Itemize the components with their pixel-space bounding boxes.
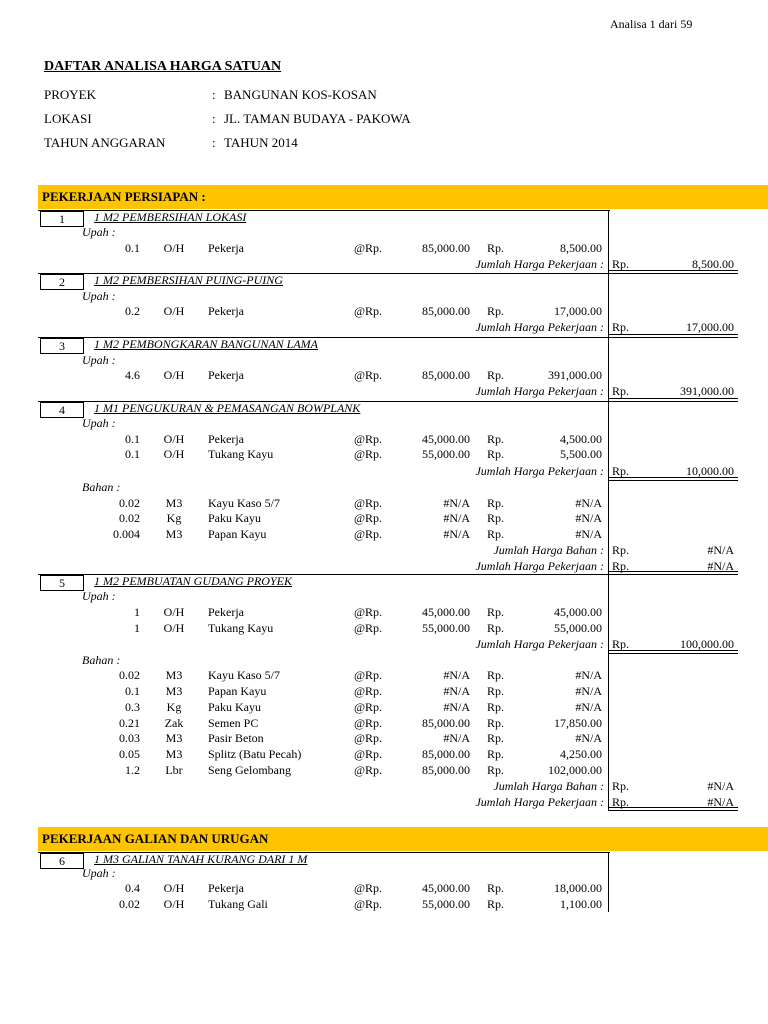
total-prefix: Rp. bbox=[487, 881, 505, 895]
total-prefix: Rp. bbox=[487, 747, 505, 761]
unit-price: 85,000.00 bbox=[422, 747, 470, 761]
component-name: Tukang Gali bbox=[208, 897, 268, 911]
sum-value: 391,000.00 bbox=[680, 384, 734, 398]
unit: Zak bbox=[164, 716, 184, 730]
total-prefix: Rp. bbox=[487, 241, 505, 255]
price-prefix: @Rp. bbox=[354, 684, 383, 698]
line-total: 8,500.00 bbox=[560, 241, 602, 255]
unit-price: #N/A bbox=[443, 527, 470, 541]
price-prefix: @Rp. bbox=[354, 496, 383, 510]
unit: M3 bbox=[165, 684, 183, 698]
component-name: Pekerja bbox=[208, 304, 244, 318]
coefficient: 0.004 bbox=[113, 527, 140, 541]
column-divider bbox=[608, 337, 609, 401]
sum-value: 100,000.00 bbox=[680, 637, 734, 651]
total-prefix: Rp. bbox=[487, 605, 505, 619]
unit: O/H bbox=[163, 241, 185, 255]
item-separator bbox=[38, 852, 610, 853]
meta-colon: : bbox=[212, 111, 216, 126]
item-number: 1 bbox=[40, 211, 84, 227]
total-prefix: Rp. bbox=[487, 731, 505, 745]
total-underline bbox=[608, 807, 738, 811]
coefficient: 0.2 bbox=[125, 304, 140, 318]
meta-label: PROYEK bbox=[44, 87, 97, 102]
price-prefix: @Rp. bbox=[354, 304, 383, 318]
price-prefix: @Rp. bbox=[354, 897, 383, 911]
component-name: Pekerja bbox=[208, 432, 244, 446]
total-prefix: Rp. bbox=[487, 432, 505, 446]
unit-price: 55,000.00 bbox=[422, 897, 470, 911]
component-name: Papan Kayu bbox=[208, 684, 267, 698]
meta-value: BANGUNAN KOS-KOSAN bbox=[224, 87, 377, 102]
sum-value: 8,500.00 bbox=[692, 257, 734, 271]
unit: M3 bbox=[165, 731, 183, 745]
sum-prefix: Rp. bbox=[612, 464, 630, 478]
unit: M3 bbox=[165, 747, 183, 761]
column-divider bbox=[608, 210, 609, 273]
total-prefix: Rp. bbox=[487, 368, 505, 382]
total-underline bbox=[608, 477, 738, 481]
unit-price: 85,000.00 bbox=[422, 763, 470, 777]
upah-label: Upah : bbox=[82, 589, 116, 603]
sum-label: Jumlah Harga Pekerjaan : bbox=[475, 257, 604, 271]
line-total: 18,000.00 bbox=[554, 881, 602, 895]
item-title: 1 M3 GALIAN TANAH KURANG DARI 1 M bbox=[94, 852, 308, 866]
sum-label: Jumlah Harga Bahan : bbox=[493, 779, 604, 793]
total-prefix: Rp. bbox=[487, 304, 505, 318]
sum-value: #N/A bbox=[707, 795, 734, 809]
component-name: Kayu Kaso 5/7 bbox=[208, 668, 280, 682]
sum-label: Jumlah Harga Pekerjaan : bbox=[475, 464, 604, 478]
upah-label: Upah : bbox=[82, 289, 116, 303]
price-prefix: @Rp. bbox=[354, 621, 383, 635]
item-number: 3 bbox=[40, 338, 84, 354]
component-name: Splitz (Batu Pecah) bbox=[208, 747, 302, 761]
sum-value: #N/A bbox=[707, 543, 734, 557]
unit: O/H bbox=[163, 432, 185, 446]
item-separator bbox=[38, 401, 610, 402]
bahan-label: Bahan : bbox=[82, 653, 121, 667]
unit-price: 45,000.00 bbox=[422, 881, 470, 895]
bahan-label: Bahan : bbox=[82, 480, 121, 494]
line-total: 5,500.00 bbox=[560, 447, 602, 461]
item-number: 4 bbox=[40, 402, 84, 418]
total-prefix: Rp. bbox=[487, 897, 505, 911]
total-prefix: Rp. bbox=[487, 511, 505, 525]
total-underline bbox=[608, 398, 738, 402]
unit-price: 45,000.00 bbox=[422, 605, 470, 619]
coefficient: 1 bbox=[134, 605, 140, 619]
line-total: 102,000.00 bbox=[548, 763, 602, 777]
unit-price: #N/A bbox=[443, 511, 470, 525]
item-separator bbox=[38, 337, 610, 338]
sum-prefix: Rp. bbox=[612, 795, 630, 809]
page-number: Analisa 1 dari 59 bbox=[610, 17, 693, 31]
item-title: 1 M2 PEMBUATAN GUDANG PROYEK bbox=[94, 574, 292, 588]
price-prefix: @Rp. bbox=[354, 511, 383, 525]
sum-value: #N/A bbox=[707, 559, 734, 573]
total-underline bbox=[608, 334, 738, 338]
unit: M3 bbox=[165, 527, 183, 541]
sum-prefix: Rp. bbox=[612, 779, 630, 793]
component-name: Pekerja bbox=[208, 368, 244, 382]
sum-value: 17,000.00 bbox=[686, 320, 734, 334]
unit: Kg bbox=[166, 700, 182, 714]
line-total: 17,000.00 bbox=[554, 304, 602, 318]
total-prefix: Rp. bbox=[487, 700, 505, 714]
item-number: 6 bbox=[40, 853, 84, 869]
component-name: Paku Kayu bbox=[208, 700, 261, 714]
item-title: 1 M2 PEMBERSIHAN LOKASI bbox=[94, 210, 247, 224]
item-title: 1 M1 PENGUKURAN & PEMASANGAN BOWPLANK bbox=[94, 401, 361, 415]
coefficient: 0.3 bbox=[125, 700, 140, 714]
coefficient: 1 bbox=[134, 621, 140, 635]
line-total: #N/A bbox=[575, 731, 602, 745]
unit: O/H bbox=[163, 368, 185, 382]
unit-price: 85,000.00 bbox=[422, 368, 470, 382]
unit: O/H bbox=[163, 447, 185, 461]
unit: O/H bbox=[163, 881, 185, 895]
section-title: PEKERJAAN PERSIAPAN : bbox=[42, 189, 206, 204]
upah-label: Upah : bbox=[82, 225, 116, 239]
column-divider bbox=[608, 852, 609, 912]
coefficient: 0.02 bbox=[119, 668, 140, 682]
component-name: Papan Kayu bbox=[208, 527, 267, 541]
price-prefix: @Rp. bbox=[354, 747, 383, 761]
meta-colon: : bbox=[212, 135, 216, 150]
column-divider bbox=[608, 574, 609, 810]
item-title: 1 M2 PEMBERSIHAN PUING-PUING bbox=[94, 273, 283, 287]
component-name: Pasir Beton bbox=[208, 731, 264, 745]
total-prefix: Rp. bbox=[487, 763, 505, 777]
sum-label: Jumlah Harga Pekerjaan : bbox=[475, 559, 604, 573]
component-name: Semen PC bbox=[208, 716, 259, 730]
section-header bbox=[38, 827, 768, 851]
unit-price: 55,000.00 bbox=[422, 447, 470, 461]
line-total: #N/A bbox=[575, 700, 602, 714]
column-divider bbox=[608, 273, 609, 337]
item-number: 2 bbox=[40, 274, 84, 290]
component-name: Pekerja bbox=[208, 605, 244, 619]
component-name: Tukang Kayu bbox=[208, 447, 274, 461]
unit: O/H bbox=[163, 621, 185, 635]
unit: Lbr bbox=[165, 763, 183, 777]
unit-price: #N/A bbox=[443, 684, 470, 698]
sum-label: Jumlah Harga Pekerjaan : bbox=[475, 795, 604, 809]
price-prefix: @Rp. bbox=[354, 881, 383, 895]
total-underline bbox=[608, 571, 738, 575]
section-title: PEKERJAAN GALIAN DAN URUGAN bbox=[42, 831, 269, 846]
sum-label: Jumlah Harga Pekerjaan : bbox=[475, 384, 604, 398]
total-prefix: Rp. bbox=[487, 684, 505, 698]
coefficient: 0.1 bbox=[125, 241, 140, 255]
line-total: 55,000.00 bbox=[554, 621, 602, 635]
sum-label: Jumlah Harga Pekerjaan : bbox=[475, 637, 604, 651]
price-prefix: @Rp. bbox=[354, 716, 383, 730]
unit: O/H bbox=[163, 897, 185, 911]
line-total: 1,100.00 bbox=[560, 897, 602, 911]
meta-label: TAHUN ANGGARAN bbox=[44, 135, 166, 150]
sum-value: 10,000.00 bbox=[686, 464, 734, 478]
price-prefix: @Rp. bbox=[354, 700, 383, 714]
coefficient: 1.2 bbox=[125, 763, 140, 777]
line-total: 4,500.00 bbox=[560, 432, 602, 446]
unit-price: #N/A bbox=[443, 496, 470, 510]
meta-value: TAHUN 2014 bbox=[224, 135, 298, 150]
total-prefix: Rp. bbox=[487, 668, 505, 682]
component-name: Pekerja bbox=[208, 241, 244, 255]
component-name: Pekerja bbox=[208, 881, 244, 895]
item-number: 5 bbox=[40, 575, 84, 591]
component-name: Paku Kayu bbox=[208, 511, 261, 525]
item-separator bbox=[38, 210, 610, 211]
unit-price: #N/A bbox=[443, 731, 470, 745]
sum-label: Jumlah Harga Pekerjaan : bbox=[475, 320, 604, 334]
unit: M3 bbox=[165, 668, 183, 682]
document-title: DAFTAR ANALISA HARGA SATUAN bbox=[44, 59, 282, 74]
sum-value: #N/A bbox=[707, 779, 734, 793]
meta-colon: : bbox=[212, 87, 216, 102]
coefficient: 0.02 bbox=[119, 511, 140, 525]
total-prefix: Rp. bbox=[487, 496, 505, 510]
price-prefix: @Rp. bbox=[354, 368, 383, 382]
coefficient: 0.02 bbox=[119, 897, 140, 911]
item-separator bbox=[38, 273, 610, 274]
coefficient: 0.02 bbox=[119, 496, 140, 510]
price-prefix: @Rp. bbox=[354, 731, 383, 745]
coefficient: 4.6 bbox=[125, 368, 140, 382]
line-total: #N/A bbox=[575, 668, 602, 682]
coefficient: 0.21 bbox=[119, 716, 140, 730]
unit-price: 85,000.00 bbox=[422, 241, 470, 255]
price-prefix: @Rp. bbox=[354, 241, 383, 255]
unit: O/H bbox=[163, 304, 185, 318]
coefficient: 0.1 bbox=[125, 684, 140, 698]
line-total: #N/A bbox=[575, 496, 602, 510]
line-total: 17,850.00 bbox=[554, 716, 602, 730]
sum-label: Jumlah Harga Bahan : bbox=[493, 543, 604, 557]
upah-label: Upah : bbox=[82, 416, 116, 430]
coefficient: 0.05 bbox=[119, 747, 140, 761]
upah-label: Upah : bbox=[82, 353, 116, 367]
section-header bbox=[38, 185, 768, 209]
meta-value: JL. TAMAN BUDAYA - PAKOWA bbox=[224, 111, 411, 126]
sum-prefix: Rp. bbox=[612, 637, 630, 651]
unit-price: 85,000.00 bbox=[422, 716, 470, 730]
unit: Kg bbox=[166, 511, 182, 525]
column-divider bbox=[608, 401, 609, 574]
total-prefix: Rp. bbox=[487, 621, 505, 635]
upah-label: Upah : bbox=[82, 866, 116, 880]
price-prefix: @Rp. bbox=[354, 763, 383, 777]
price-prefix: @Rp. bbox=[354, 527, 383, 541]
component-name: Tukang Kayu bbox=[208, 621, 274, 635]
total-prefix: Rp. bbox=[487, 447, 505, 461]
component-name: Kayu Kaso 5/7 bbox=[208, 496, 280, 510]
total-underline bbox=[608, 650, 738, 654]
coefficient: 0.1 bbox=[125, 432, 140, 446]
price-prefix: @Rp. bbox=[354, 668, 383, 682]
price-prefix: @Rp. bbox=[354, 447, 383, 461]
coefficient: 0.1 bbox=[125, 447, 140, 461]
coefficient: 0.4 bbox=[125, 881, 140, 895]
component-name: Seng Gelombang bbox=[208, 763, 291, 777]
meta-label: LOKASI bbox=[44, 111, 92, 126]
unit-price: 85,000.00 bbox=[422, 304, 470, 318]
unit-price: #N/A bbox=[443, 700, 470, 714]
coefficient: 0.03 bbox=[119, 731, 140, 745]
sum-prefix: Rp. bbox=[612, 543, 630, 557]
sum-prefix: Rp. bbox=[612, 559, 630, 573]
total-prefix: Rp. bbox=[487, 527, 505, 541]
item-separator bbox=[38, 574, 610, 575]
sum-prefix: Rp. bbox=[612, 384, 630, 398]
unit-price: 45,000.00 bbox=[422, 432, 470, 446]
line-total: 391,000.00 bbox=[548, 368, 602, 382]
sum-prefix: Rp. bbox=[612, 257, 630, 271]
price-prefix: @Rp. bbox=[354, 605, 383, 619]
price-prefix: @Rp. bbox=[354, 432, 383, 446]
total-underline bbox=[608, 270, 738, 274]
total-prefix: Rp. bbox=[487, 716, 505, 730]
line-total: #N/A bbox=[575, 527, 602, 541]
sum-prefix: Rp. bbox=[612, 320, 630, 334]
line-total: 45,000.00 bbox=[554, 605, 602, 619]
unit: O/H bbox=[163, 605, 185, 619]
line-total: #N/A bbox=[575, 511, 602, 525]
unit-price: 55,000.00 bbox=[422, 621, 470, 635]
item-title: 1 M2 PEMBONGKARAN BANGUNAN LAMA bbox=[94, 337, 318, 351]
unit-price: #N/A bbox=[443, 668, 470, 682]
unit: M3 bbox=[165, 496, 183, 510]
line-total: #N/A bbox=[575, 684, 602, 698]
line-total: 4,250.00 bbox=[560, 747, 602, 761]
